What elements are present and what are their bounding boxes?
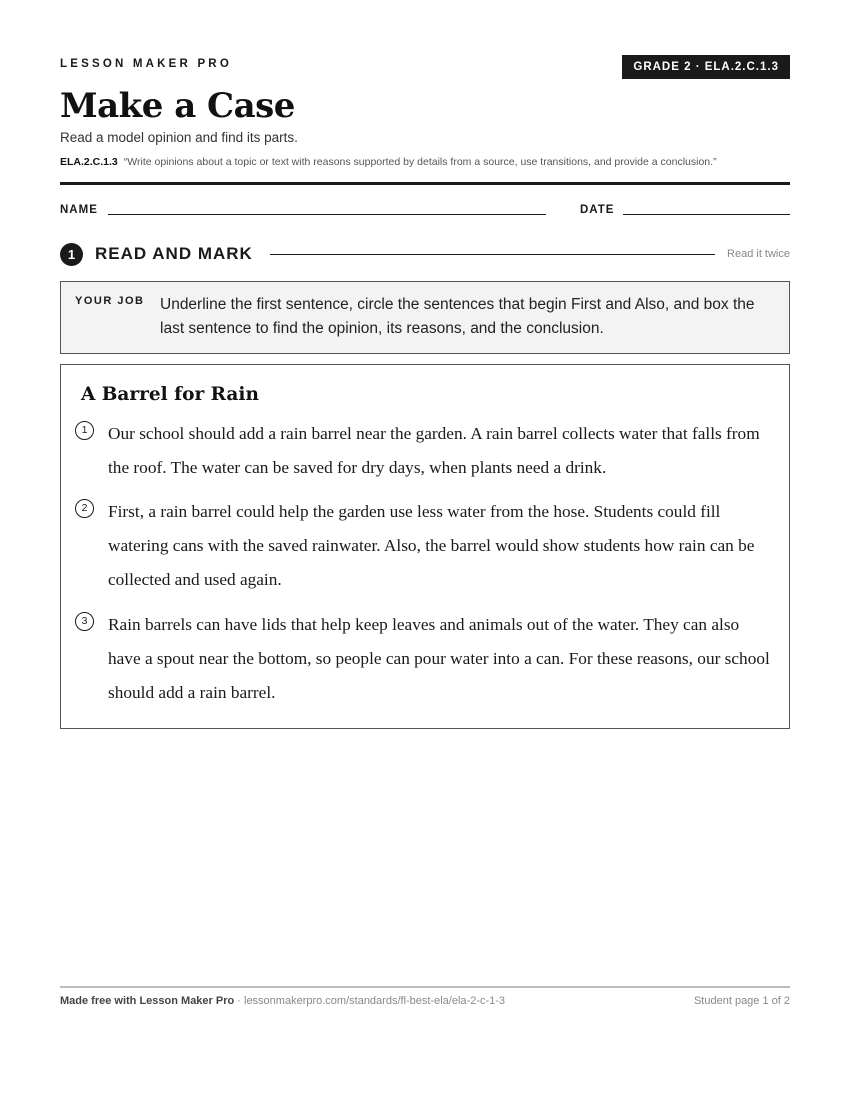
instructions-box xyxy=(60,281,790,354)
paragraph-number-icon: 3 xyxy=(75,612,94,631)
section-rule xyxy=(270,254,715,255)
paragraph-text[interactable]: First, a rain barrel could help the garden use less water from the hose. Students could fill watering cans with the saved rainwater. Also, the barrel would show students how rain can be collected and used again. xyxy=(108,502,755,589)
section-note: Read it twice xyxy=(727,248,790,260)
passage-title: A Barrel for Rain xyxy=(81,384,259,405)
footer-brand: Made free with Lesson Maker Pro xyxy=(60,995,235,1007)
date-field[interactable] xyxy=(623,214,790,215)
paragraph-text[interactable]: Rain barrels can have lids that help keep leaves and animals out of the water. They can also have a spout near the bottom, so people can pour water into a can. For these reasons, our school should add a rain barrel. xyxy=(108,615,770,702)
paragraph-number-icon: 1 xyxy=(75,421,94,440)
header-row xyxy=(60,55,790,79)
section-title: READ AND MARK xyxy=(95,244,253,263)
standard-code: ELA.2.C.1.3 xyxy=(60,156,118,168)
page-title: Make a Case xyxy=(60,86,295,126)
section-header xyxy=(60,241,790,269)
footer-credit xyxy=(60,995,505,1007)
paragraph-text[interactable]: Our school should add a rain barrel near the garden. A rain barrel collects water that falls from the roof. The water can be saved for dry days, when plants need a drink. xyxy=(108,424,760,477)
instructions-text: Underline the first sentence, circle the sentences that begin First and Also, and box the last sentence to find the opinion, its reasons, and the conclusion. xyxy=(160,296,755,337)
page-indicator: Student page 1 of 2 xyxy=(693,995,790,1007)
section-number-badge: 1 xyxy=(60,243,83,266)
date-label: DATE xyxy=(580,204,615,216)
instructions-label: YOUR JOB xyxy=(75,295,145,307)
name-label: NAME xyxy=(60,204,98,216)
name-field[interactable] xyxy=(108,214,546,215)
page-subtitle: Read a model opinion and find its parts. xyxy=(60,130,298,145)
footer-divider xyxy=(60,986,790,988)
standard-text: “Write opinions about a topic or text with reasons supported by details from a source, use transitions, and provide a conclusion.” xyxy=(123,156,717,168)
header-divider xyxy=(60,182,790,185)
standard-line xyxy=(60,156,717,168)
grade-badge: GRADE 2 · ELA.2.C.1.3 xyxy=(622,55,790,79)
footer-url[interactable]: · lessonmakerpro.com/standards/fl-best-ela/ela-2-c-1-3 xyxy=(234,995,506,1007)
paragraph-number-icon: 2 xyxy=(75,499,94,518)
brand-name: LESSON MAKER PRO xyxy=(60,58,232,70)
passage-box xyxy=(60,364,790,729)
